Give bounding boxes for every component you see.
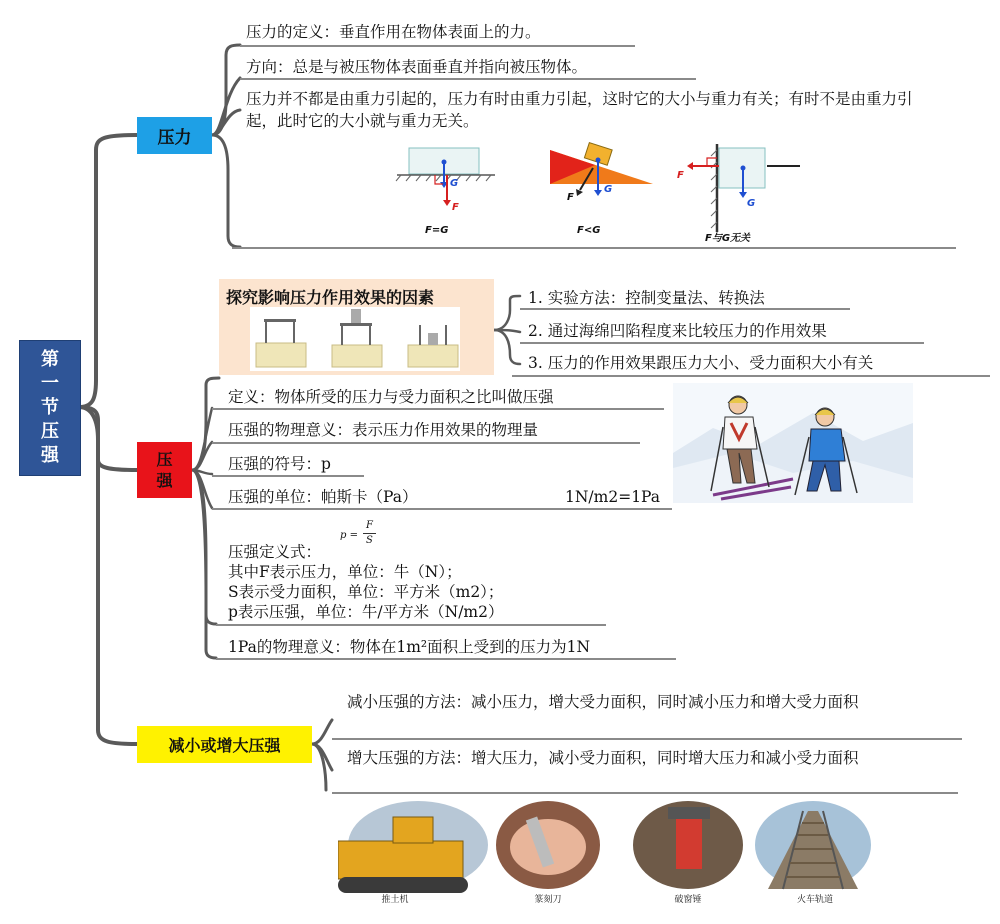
explore-item-method: 1. 实验方法：控制变量法、转换法	[528, 289, 765, 307]
node-char: 压	[156, 450, 173, 469]
increase-pressure-methods: 增大压强的方法：增大压力，减小受力面积，同时增大压力和减小受力面积	[347, 749, 859, 767]
strong-definition: 定义：物体所受的压力与受力面积之比叫做压强	[228, 388, 554, 406]
figure-label: G	[604, 184, 613, 195]
formula-numerator: F	[366, 520, 373, 531]
underline	[232, 247, 956, 249]
explore-factors-title: 探究影响压力作用效果的因素	[226, 288, 435, 307]
pressure-gravity-figure	[395, 140, 815, 252]
underline	[240, 45, 635, 47]
figure-label: F	[567, 192, 574, 203]
underline	[520, 308, 850, 310]
root-node-section-1-pressure[interactable]	[19, 340, 81, 476]
node-pressure[interactable]: 压力	[137, 117, 212, 154]
figure-block-on-wall	[687, 144, 800, 232]
root-char: 压	[41, 421, 59, 442]
formula-denominator: S	[366, 535, 373, 546]
strong-physical-meaning: 压强的物理意义：表示压力作用效果的物理量	[228, 421, 539, 439]
figure-label: G	[747, 198, 756, 209]
pressure-direction: 方向：总是与被压物体表面垂直并指向被压物体。	[246, 58, 588, 76]
caption-carving-knife: 篆刻刀	[534, 895, 562, 905]
strong-1pa-meaning: 1Pa的物理意义：物体在1m²面积上受到的压力为1N	[228, 638, 591, 656]
skiers-illustration	[673, 383, 913, 503]
root-char: 强	[41, 445, 59, 466]
figure-caption: F<G	[577, 225, 601, 236]
caption-bulldozer: 推土机	[381, 895, 409, 905]
root-char: 第	[41, 349, 59, 370]
root-char: 节	[41, 397, 59, 418]
fraction-bar	[363, 533, 376, 534]
pressure-gravity-note: 压力并不都是由重力引起的，压力有时由重力引起，这时它的大小与重力有关；有时不是由重力引起，此时它的大小就与重力无关。	[246, 90, 913, 130]
sponge-experiment-figure	[250, 305, 460, 371]
strong-unit: 压强的单位：帕斯卡（Pa）	[228, 488, 418, 506]
figure-block-on-incline	[550, 143, 653, 196]
underline	[212, 475, 364, 477]
caption-railway-track: 火车轨道	[796, 895, 833, 905]
figure-label: G	[450, 178, 459, 189]
explore-item-factors: 3. 压力的作用效果跟压力大小、受力面积大小有关	[528, 354, 874, 372]
underline	[212, 442, 640, 444]
window-hammer-photo	[633, 801, 743, 889]
underline	[332, 792, 958, 794]
formula-line-s: S表示受力面积，单位：平方米（m2）；	[228, 583, 504, 601]
pressure-definition: 压力的定义：垂直作用在物体表面上的力。	[246, 23, 541, 41]
strong-unit-conversion: 1N/m2=1Pa	[565, 488, 661, 506]
underline	[512, 375, 990, 377]
formula-lhs: p =	[340, 530, 358, 541]
underline	[520, 342, 924, 344]
formula-label: 压强定义式：	[228, 543, 322, 561]
formula-line-p: p表示压强，单位：牛/平方米（N/m2）	[228, 603, 504, 621]
caption-window-hammer: 破窗锤	[674, 895, 702, 905]
underline	[240, 78, 696, 80]
root-char: 一	[41, 373, 59, 394]
underline	[332, 738, 962, 740]
strong-symbol: 压强的符号：p	[228, 455, 331, 473]
node-char: 强	[156, 471, 173, 490]
underline	[216, 658, 676, 660]
figure-block-on-floor	[396, 148, 495, 206]
underline	[216, 624, 606, 626]
figure-label: F	[677, 170, 684, 181]
figure-label: F	[452, 202, 459, 213]
railway-track-photo	[755, 801, 871, 889]
underline	[212, 508, 672, 510]
figure-caption: F=G	[425, 225, 449, 236]
reduce-pressure-methods: 减小压强的方法：减小压力，增大受力面积，同时减小压力和增大受力面积	[347, 693, 859, 711]
node-change-pressure[interactable]: 减小或增大压强	[137, 726, 312, 763]
figure-caption: F与G无关	[705, 233, 751, 244]
formula-line-f: 其中F表示压力，单位：牛（N）；	[228, 563, 462, 581]
explore-item-sponge: 2. 通过海绵凹陷程度来比较压力的作用效果	[528, 322, 827, 340]
carving-knife-photo	[496, 801, 600, 889]
node-pressure-strength[interactable]	[137, 442, 192, 498]
underline	[212, 408, 664, 410]
